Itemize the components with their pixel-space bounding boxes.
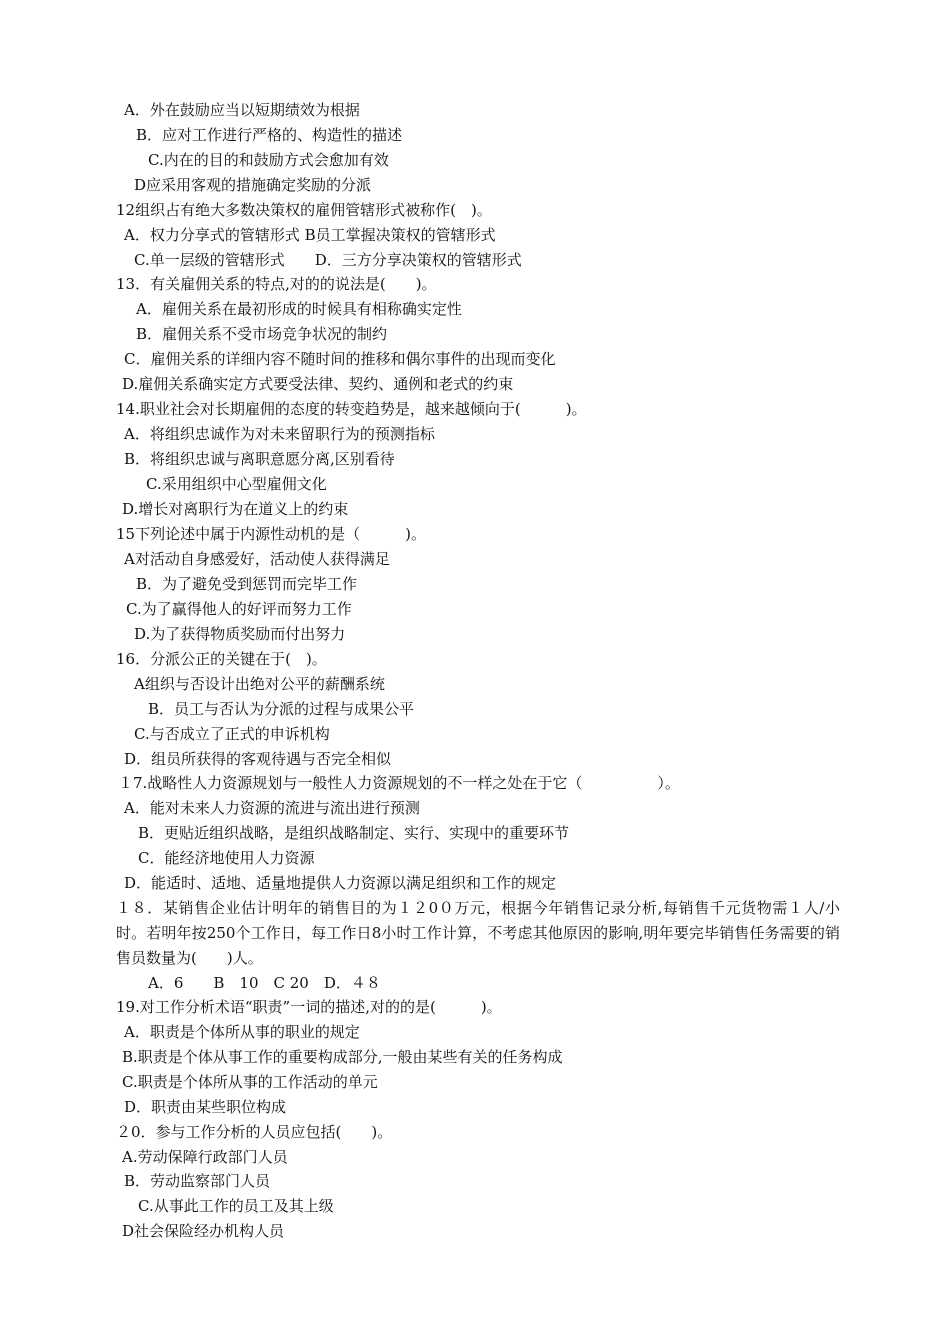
q16-option-d: D．组员所获得的客观待遇与否完全相似 [124,750,392,768]
q11-option-b: B．应对工作进行严格的、构造性的描述 [136,126,403,144]
q13-stem: 13．有关雇佣关系的特点,对的的说法是( )。 [116,275,437,293]
q20-option-a: A.劳动保障行政部门人员 [122,1148,288,1166]
q15-option-c: C.为了赢得他人的好评而努力工作 [126,600,352,618]
q19-option-b: B.职责是个体从事工作的重要构成部分,一般由某些有关的任务构成 [122,1048,563,1066]
q16-option-a: A组织与否设计出绝对公平的薪酬系统 [134,675,385,693]
q17-stem: １7.战略性人力资源规划与一般性人力资源规划的不一样之处在于它（ ）。 [118,774,680,792]
q15-option-a: A对活动自身感爱好，活动使人获得满足 [124,550,390,568]
q11-option-a: A．外在鼓励应当以短期绩效为根据 [124,101,360,119]
q13-option-b: B．雇佣关系不受市场竞争状况的制约 [136,325,388,343]
q16-option-b: B．员工与否认为分派的过程与成果公平 [148,700,415,718]
q13-option-c: C．雇佣关系的详细内容不随时间的推移和偶尔事件的出现而变化 [124,350,556,368]
q12-stem: 12组织占有绝大多数决策权的雇佣管辖形式被称作( )。 [116,201,492,219]
q17-option-d: D．能适时、适地、适量地提供人力资源以满足组织和工作的规定 [124,874,557,892]
q11-option-c: C.内在的目的和鼓励方式会愈加有效 [148,151,389,169]
q17-option-b: B．更贴近组织战略，是组织战略制定、实行、实现中的重要环节 [138,824,570,842]
q16-option-c: C.与否成立了正式的申诉机构 [134,725,330,743]
q20-option-b: B．劳动监察部门人员 [124,1172,271,1190]
q12-options-ab: A．权力分享式的管辖形式 B员工掌握决策权的管辖形式 [124,226,496,244]
q11-option-d: D应采用客观的措施确定奖励的分派 [134,176,372,194]
q14-option-a: A．将组织忠诚作为对未来留职行为的预测指标 [124,425,435,443]
q15-stem: 15下列论述中属于内源性动机的是（ )。 [116,525,426,543]
q19-stem: 19.对工作分析术语“职责”一词的描述,对的的是( )。 [116,998,502,1016]
q19-option-d: D．职责由某些职位构成 [124,1098,287,1116]
q19-option-c: C.职责是个体所从事的工作活动的单元 [122,1073,378,1091]
q18-stem: １８．某销售企业估计明年的销售目的为１２0０万元，根据今年销售记录分析,每销售千元货物需１人/小时。若明年按250个工作日，每工作日8小时工作计算，不考虑其他原因的影响,明年要完毕销售任务需要的销售员数量为( )人。 [116,899,840,967]
q15-option-d: D.为了获得物质奖励而付出努力 [134,625,346,643]
q13-option-a: A．雇佣关系在最初形成的时候具有相称确实定性 [136,300,462,318]
q20-option-d: D社会保险经办机构人员 [122,1222,285,1240]
q18-options: A．6 B 10 C 20 D．４８ [148,974,381,992]
q16-stem: 16．分派公正的关键在于( )。 [116,650,327,668]
q12-options-cd: C.单一层级的管辖形式 D．三方分享决策权的管辖形式 [134,251,522,269]
q15-option-b: B．为了避免受到惩罚而完毕工作 [136,575,358,593]
q17-option-a: A．能对未来人力资源的流进与流出进行预测 [124,799,420,817]
q14-option-c: C.采用组织中心型雇佣文化 [146,475,327,493]
q13-option-d: D.雇佣关系确实定方式要受法律、契约、通例和老式的约束 [122,375,514,393]
q14-option-d: D.增长对离职行为在道义上的约束 [122,500,349,518]
q20-option-c: C.从事此工作的员工及其上级 [138,1197,334,1215]
q14-option-b: B．将组织忠诚与离职意愿分离,区别看待 [124,450,395,468]
q17-option-c: C．能经济地使用人力资源 [138,849,315,867]
q20-stem: ２0．参与工作分析的人员应包括( )。 [116,1123,393,1141]
q19-option-a: A．职责是个体所从事的职业的规定 [124,1023,360,1041]
q14-stem: 14.职业社会对长期雇佣的态度的转变趋势是，越来越倾向于( )。 [116,400,587,418]
